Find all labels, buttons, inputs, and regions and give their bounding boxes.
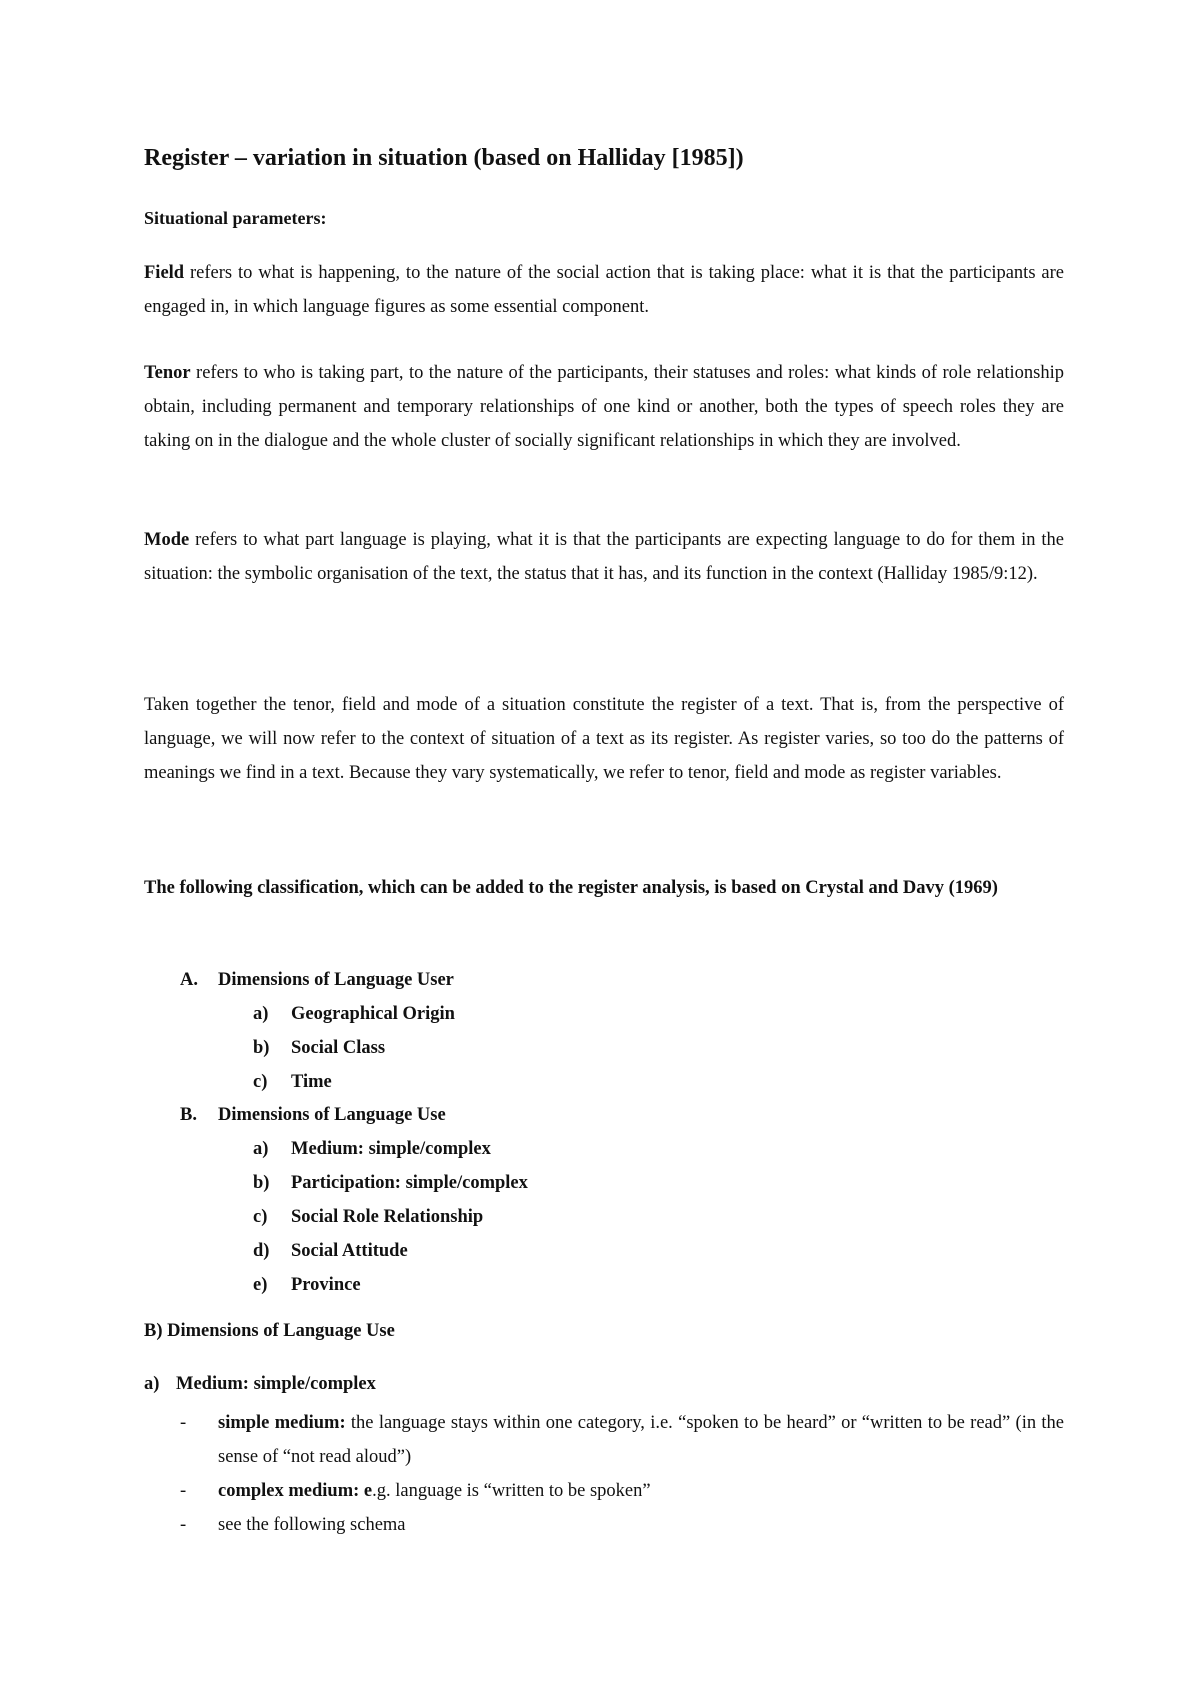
list-marker: e) [253,1275,268,1295]
list-marker: b) [253,1173,270,1193]
language-user-list [180,963,455,1099]
list-item-term: complex medium: e [218,1481,373,1501]
field-paragraph [144,256,1064,324]
medium-points-list [180,1406,1064,1542]
page-title: Register – variation in situation (based on Halliday [1985]) [144,145,744,171]
list-label: Social Attitude [291,1241,408,1261]
language-use-list [180,1098,528,1302]
list-marker: c) [253,1072,268,1092]
mode-term: Mode [144,530,190,550]
list-marker: d) [253,1241,270,1261]
list-label: Province [291,1275,361,1295]
list-marker: a) [253,1004,269,1024]
list-item-body: see the following schema [218,1515,406,1535]
tenor-term: Tenor [144,363,191,383]
list-item [253,1065,455,1099]
list-marker: c) [253,1207,268,1227]
list-label: Dimensions of Language User [218,970,454,990]
tenor-text: refers to who is taking part, to the nature of the participants, their statuses and roles: what kinds of role relationship obtain, including permanent and temporary relationships of one kind or another, both the types of speech roles they are taking on in the dialogue and the whole cluster of socially significant relationships in which they are involved. [144,363,1064,451]
list-item [253,1268,528,1302]
list-label: Geographical Origin [291,1004,455,1024]
list-item [253,1132,528,1166]
situational-parameters-heading: Situational parameters: [144,208,327,228]
dash-bullet: - [180,1481,187,1501]
list-item [180,1406,1064,1474]
list-item-body: the language stays within one category, i.e. “spoken to be heard” or “written to be read” (in the sense of “not read aloud”) [218,1413,1064,1467]
field-term: Field [144,263,185,283]
list-label: Social Role Relationship [291,1207,484,1227]
list-item-text [218,1508,1064,1542]
list-label: Participation: simple/complex [291,1173,528,1193]
section-b-heading: B) Dimensions of Language Use [144,1321,395,1341]
list-item [253,1031,455,1065]
list-item-term: simple medium: [218,1413,346,1433]
list-item [180,1474,1064,1508]
list-marker: b) [253,1038,270,1058]
list-marker: A. [180,970,198,990]
list-marker: a) [253,1139,269,1159]
list-label: Time [291,1072,332,1092]
classification-intro: The following classification, which can be added to the register analysis, is based on Crystal and Davy (1969) [144,878,998,898]
list-item [253,997,455,1031]
section-a-label: Medium: simple/complex [176,1374,376,1394]
list-item [180,1508,1064,1542]
list-item [253,1234,528,1268]
list-label: Social Class [291,1038,386,1058]
list-item [253,1200,528,1234]
list-marker: B. [180,1105,197,1125]
list-item [180,1098,528,1132]
dash-bullet: - [180,1413,187,1433]
list-item [253,1166,528,1200]
mode-text: refers to what part language is playing, what it is that the participants are expecting language to do for them in the situation: the symbolic organisation of the text, the status that it has, and its function in the context (Halliday 1985/9:12). [144,530,1064,584]
field-text: refers to what is happening, to the nature of the social action that is taking place: what it is that the participants are engaged in, in which language figures as some essential component. [144,263,1064,317]
section-a-marker: a) [144,1374,160,1394]
list-item [180,963,455,997]
dash-bullet: - [180,1515,187,1535]
list-label: Medium: simple/complex [291,1139,491,1159]
list-item-text [218,1474,1064,1508]
list-item-body: .g. language is “written to be spoken” [372,1481,651,1501]
list-label: Dimensions of Language Use [218,1105,446,1125]
section-a-heading [144,1374,376,1395]
mode-paragraph [144,523,1064,591]
list-item-text [218,1406,1064,1474]
tenor-paragraph [144,356,1064,458]
register-paragraph: Taken together the tenor, field and mode of a situation constitute the register of a text. That is, from the perspective of language, we will now refer to the context of situation of a text as its register. As register varies, so too do the patterns of meanings we find in a text. Because they vary systematically, we refer to tenor, field and mode as register variables. [144,695,1064,783]
